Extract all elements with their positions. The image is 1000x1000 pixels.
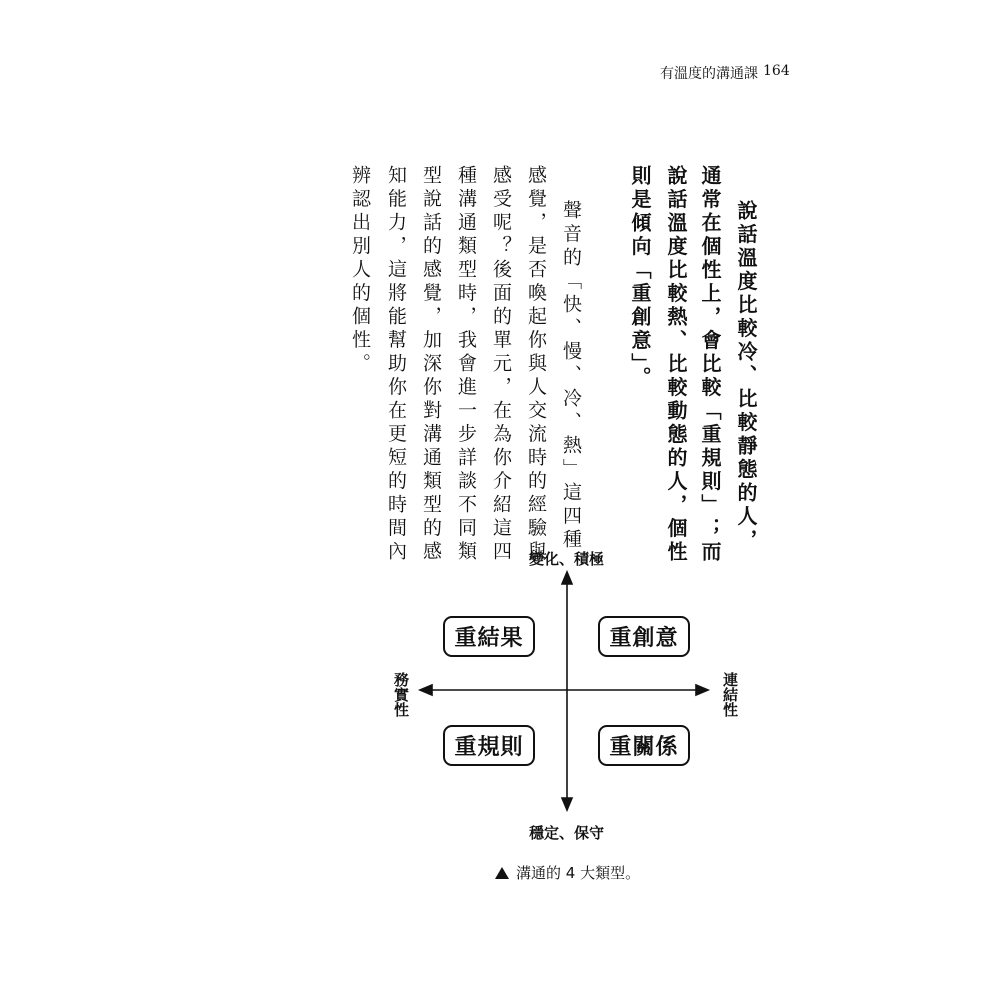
axis-label-bottom: 穩定、保守 (529, 824, 605, 842)
triangle-icon (495, 867, 509, 879)
emphasis-column-2: 通常在個性上，會比較「重規則」；而 (698, 165, 722, 565)
axis-label-right: 連結性 (721, 672, 739, 717)
arrow-up (562, 572, 572, 584)
figure-caption (495, 862, 640, 883)
body-column-7: 辨認出別人的個性。 (349, 165, 371, 377)
body-column-5: 型說話的感覺，加深你對溝通類型的感 (420, 165, 442, 565)
body-column-3: 感受呢？後面的單元，在為你介紹這四 (490, 165, 512, 565)
emphasis-column-1: 說話溫度比較冷、比較靜態的人， (734, 200, 758, 553)
page-number: 164 (763, 63, 790, 79)
body-column-6: 知能力，這將能幫助你在更短的時間內 (385, 165, 407, 565)
quadrant-box-results: 重結果 (443, 616, 535, 657)
quadrant-box-creativity: 重創意 (598, 616, 690, 657)
body-column-1: 聲音的「快、慢、冷、熱」這四種 (560, 200, 582, 553)
emphasis-column-3: 說話溫度比較熱、比較動態的人，個性 (664, 165, 688, 565)
book-title: 有溫度的溝通課 (660, 66, 758, 82)
arrow-left (420, 685, 432, 695)
quadrant-box-relationships: 重關係 (598, 725, 690, 766)
figure-caption-text: 溝通的 4 大類型。 (516, 864, 641, 882)
arrow-right (696, 685, 708, 695)
quadrant-box-rules: 重規則 (443, 725, 535, 766)
axis-label-left: 務實性 (392, 672, 410, 717)
body-column-4: 種溝通類型時，我會進一步詳談不同類 (455, 165, 477, 565)
emphasis-column-4: 則是傾向「重創意」。 (628, 165, 652, 390)
body-column-2: 感覺，是否喚起你與人交流時的經驗與 (525, 165, 547, 565)
axis-label-top: 變化、積極 (529, 550, 605, 568)
arrow-down (562, 798, 572, 810)
